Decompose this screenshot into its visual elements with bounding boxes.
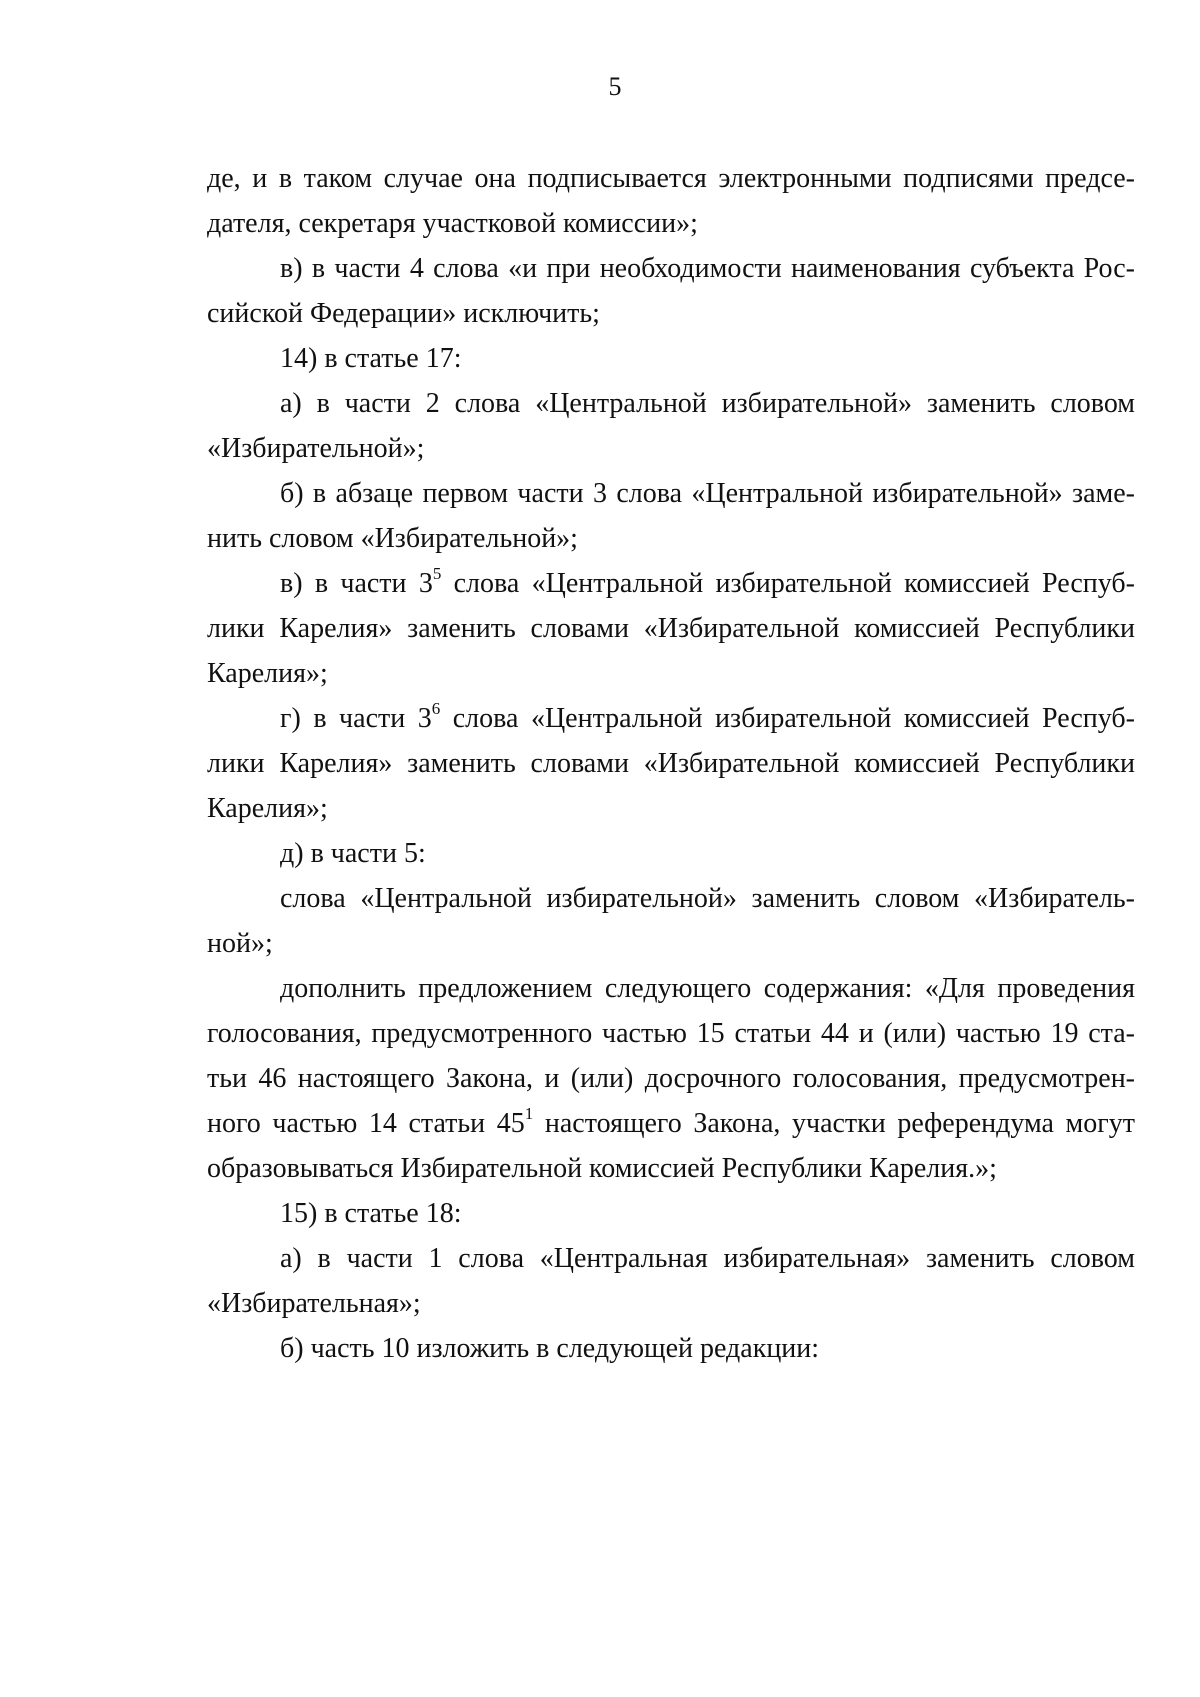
text-line: д) в части 5: [280,838,426,869]
text-line [280,699,1135,736]
text-line: ной»; [207,928,273,959]
text-line: нить словом «Избирательной»; [207,523,578,554]
text-fragment: ного частью 14 статьи 45 [207,1108,525,1139]
text-line: в) в части 4 слова «и при необходимости наименования субъекта Рос- [280,253,1135,284]
text-line: Карелия»; [207,658,328,689]
text-line: лики Карелия» заменить словами «Избирательной комиссией Республики [207,613,1135,644]
text-line: Карелия»; [207,793,328,824]
text-line: лики Карелия» заменить словами «Избирательной комиссией Республики [207,748,1135,779]
text-line: дателя, секретаря участковой комиссии»; [207,208,698,239]
text-line [280,564,1135,601]
text-line: 14) в статье 17: [280,343,462,374]
text-fragment: в) в части 3 [280,568,433,599]
text-line [207,1104,1135,1141]
text-fragment: слова «Центральной избирательной комиссией Респуб- [440,703,1135,734]
page-number: 5 [608,72,622,101]
text-fragment: настоящего Закона, участки референдума могут [533,1108,1135,1139]
text-line: дополнить предложением следующего содержания: «Для проведения [280,973,1135,1004]
text-line: а) в части 1 слова «Центральная избирательная» заменить словом [280,1243,1135,1274]
text-fragment: слова «Центральной избирательной комиссией Респуб- [441,568,1135,599]
text-fragment: г) в части 3 [280,703,432,734]
superscript: 1 [524,1104,534,1123]
superscript: 6 [431,699,441,718]
text-line: б) в абзаце первом части 3 слова «Центральной избирательной» заме- [280,478,1135,509]
text-line: сийской Федерации» исключить; [207,298,600,329]
text-line: тьи 46 настоящего Закона, и (или) досрочного голосования, предусмотрен- [207,1063,1135,1094]
text-line: слова «Центральной избирательной» заменить словом «Избиратель- [280,883,1135,914]
text-line: голосования, предусмотренного частью 15 статьи 44 и (или) частью 19 ста- [207,1018,1135,1049]
text-line: б) часть 10 изложить в следующей редакции: [280,1333,820,1364]
text-line: 15) в статье 18: [280,1198,462,1229]
text-line: «Избирательная»; [207,1288,421,1319]
text-line: а) в части 2 слова «Центральной избирательной» заменить словом [280,388,1135,419]
text-line: образовываться Избирательной комиссией Республики Карелия.»; [207,1153,997,1184]
superscript: 5 [432,564,442,583]
text-line: «Избирательной»; [207,433,425,464]
text-line: де, и в таком случае она подписывается электронными подписями предсе- [207,163,1135,194]
